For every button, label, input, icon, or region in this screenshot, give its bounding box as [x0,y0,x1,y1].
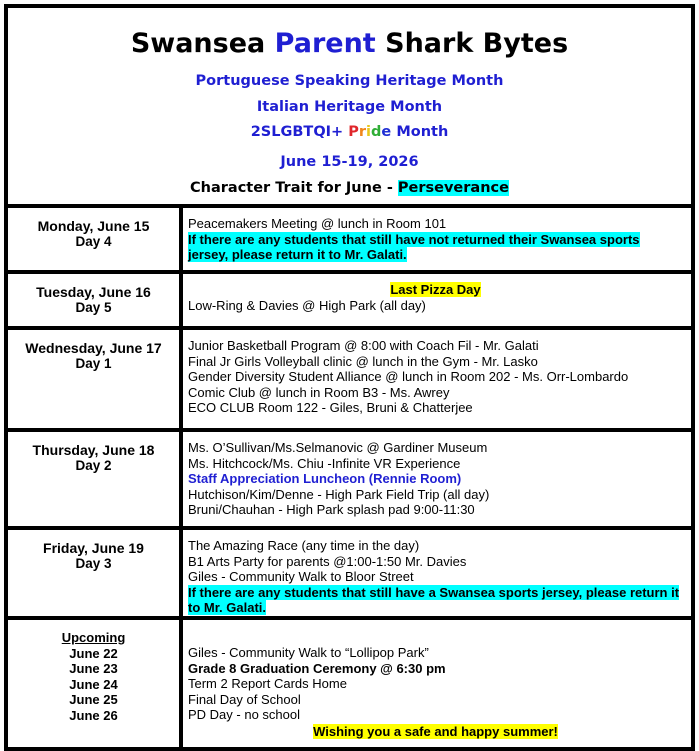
title-part-1: Swansea [130,28,266,59]
upcoming-label: Upcoming [61,630,126,645]
day-label: Thursday, June 18 [32,442,155,458]
day-row-wednesday [8,330,691,432]
day-cell-tuesday [8,274,183,326]
day-number: Day 4 [75,234,112,249]
pizza-day-highlight: Last Pizza Day [390,282,481,297]
day-events-friday [188,538,683,616]
upcoming-item: PD Day - no school [188,707,300,722]
event-item: Gender Diversity Student Alliance @ lunch in Room 202 - Ms. Orr-Lombardo [188,369,629,384]
day-row-monday [8,208,691,274]
upcoming-events [188,645,683,739]
event-item: Hutchison/Kim/Denne - High Park Field Trip (all day) [188,486,490,502]
newsletter-frame [4,4,695,751]
upcoming-date: June 24 [69,676,118,692]
day-cell-monday [8,208,183,270]
heritage-month-2: Italian Heritage Month [256,99,443,115]
day-events-wednesday [188,338,683,416]
event-item: B1 Arts Party for parents @1:00-1:50 Mr. Davies [188,553,467,569]
day-number: Day 1 [75,356,112,371]
upcoming-date: June 23 [69,661,118,676]
upcoming-date: June 26 [69,707,118,723]
day-number: Day 5 [75,300,112,315]
day-label: Friday, June 19 [43,540,144,556]
pride-month-line [8,124,691,140]
event-item: Comic Club @ lunch in Room B3 - Ms. Awrey [188,384,450,400]
newsletter-header [8,8,691,208]
day-label: Wednesday, June 17 [25,340,162,356]
event-item: ECO CLUB Room 122 - Giles, Bruni & Chatterjee [188,400,473,415]
event-item-pizza [188,282,683,298]
day-number: Day 2 [75,458,112,473]
newsletter-title [8,28,691,59]
day-cell-thursday [8,432,183,526]
upcoming-item: Term 2 Report Cards Home [188,676,347,691]
day-row-thursday [8,432,691,530]
day-label: Monday, June 15 [37,218,150,234]
trait-label: Character Trait for June - [190,180,398,196]
trait-value: Perseverance [397,180,509,196]
day-events-monday [188,216,683,263]
day-events-tuesday [188,282,683,313]
heritage-month-1: Portuguese Speaking Heritage Month [195,73,504,89]
title-part-3: Shark Bytes [385,28,569,59]
day-number: Day 3 [75,556,112,571]
pride-suffix: Month [391,124,449,140]
upcoming-item: Giles - Community Walk to “Lollipop Park” [188,645,429,660]
day-events-thursday [188,440,683,518]
week-dates: June 15-19, 2026 [280,154,419,170]
event-item: Bruni/Chauhan - High Park splash pad 9:00-11:30 [188,502,475,517]
event-item: Peacemakers Meeting @ lunch in Room 101 [188,216,447,231]
day-row-friday [8,530,691,620]
upcoming-row [8,620,691,747]
event-item-staff-luncheon: Staff Appreciation Luncheon (Rennie Room) [188,471,462,486]
closing-message: Wishing you a safe and happy summer! [313,723,558,739]
pride-letter-e: e [381,124,392,140]
day-cell-wednesday [8,330,183,428]
pride-letter-r: r [358,124,367,140]
event-item: Ms. O’Sullivan/Ms.Selmanovic @ Gardiner Museum [188,440,488,455]
title-part-2: Parent [274,28,376,59]
pride-prefix: 2SLGBTQI+ [250,124,349,140]
event-item: The Amazing Race (any time in the day) [188,538,420,553]
pride-letter-i: i [366,124,372,140]
event-item: Junior Basketball Program @ 8:00 with Coach Fil - Mr. Galati [188,338,539,353]
event-item: Final Jr Girls Volleyball clinic @ lunch in the Gym - Mr. Lasko [188,353,538,369]
upcoming-dates-cell [8,620,183,747]
upcoming-item: Final Day of School [188,691,301,707]
day-label: Tuesday, June 16 [36,284,151,300]
event-item-jersey-notice: If there are any students that still have not returned their Swansea sports jersey, please return it to Mr. Galati. [188,231,640,262]
character-trait [8,180,691,196]
event-item: Giles - Community Walk to Bloor Street [188,569,414,584]
pride-letter-d: d [371,124,382,140]
closing-message-line [188,724,683,740]
event-item-jersey-notice: If there are any students that still have a Swansea sports jersey, please return it to Mr. Galati. [188,584,680,615]
upcoming-date: June 22 [69,645,118,661]
event-item: Ms. Hitchcock/Ms. Chiu -Infinite VR Experience [188,455,461,471]
upcoming-item-graduation: Grade 8 Graduation Ceremony @ 6:30 pm [188,660,446,676]
day-row-tuesday [8,274,691,330]
pride-letter-p: P [348,124,359,140]
event-item: Low-Ring & Davies @ High Park (all day) [188,297,426,313]
day-cell-friday [8,530,183,616]
upcoming-date: June 25 [69,692,118,707]
